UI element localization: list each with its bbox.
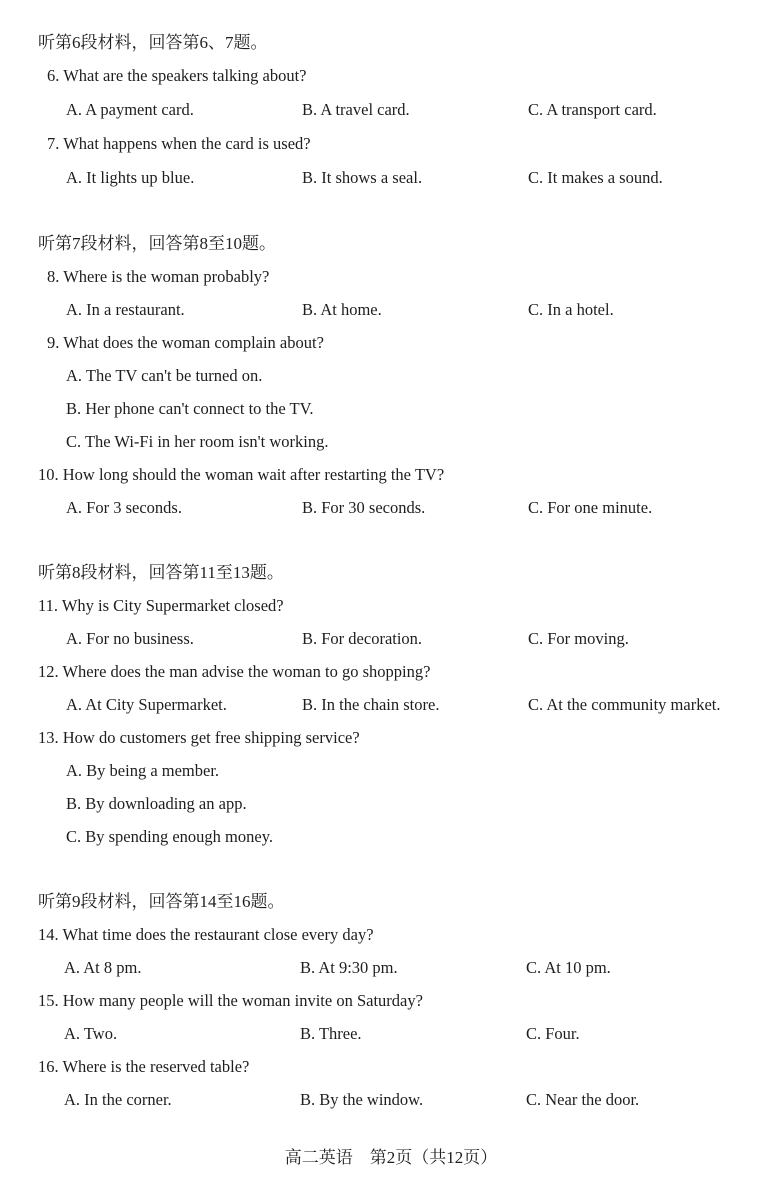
option-a[interactable]: A. The TV can't be turned on. (66, 366, 263, 385)
option-c[interactable]: C. For one minute. (528, 498, 653, 517)
section-heading: 听第9段材料，回答第14至16题。 (38, 892, 285, 911)
option-b[interactable]: B. A travel card. (302, 100, 410, 119)
option-a[interactable]: A. Two. (64, 1024, 118, 1043)
option-a[interactable]: A. For 3 seconds. (66, 498, 182, 517)
option-c[interactable]: C. At the community market. (528, 695, 721, 714)
option-a[interactable]: A. In the corner. (64, 1090, 172, 1109)
question-stem: 13. How do customers get free shipping service? (38, 728, 360, 747)
question-stem: 15. How many people will the woman invite on Saturday? (38, 991, 423, 1010)
section-heading: 听第7段材料，回答第8至10题。 (38, 234, 276, 253)
option-a[interactable]: A. By being a member. (66, 761, 220, 780)
question-stem: 7. What happens when the card is used? (47, 134, 311, 153)
option-b[interactable]: B. It shows a seal. (302, 168, 423, 187)
option-c[interactable]: C. It makes a sound. (528, 168, 663, 187)
question-stem: 16. Where is the reserved table? (38, 1057, 250, 1076)
question-stem: 9. What does the woman complain about? (47, 333, 324, 352)
option-b[interactable]: B. At home. (302, 300, 382, 319)
option-c[interactable]: C. Near the door. (526, 1090, 640, 1109)
question-stem: 11. Why is City Supermarket closed? (38, 596, 284, 615)
question-stem: 10. How long should the woman wait after restarting the TV? (38, 465, 445, 484)
option-b[interactable]: B. Her phone can't connect to the TV. (66, 399, 314, 418)
section-heading: 听第6段材料，回答第6、7题。 (38, 33, 268, 52)
page-footer: 高二英语 第2页（共12页） (284, 1148, 498, 1167)
option-b[interactable]: B. For decoration. (302, 629, 423, 648)
option-b[interactable]: B. By the window. (300, 1090, 424, 1109)
option-a[interactable]: A. A payment card. (66, 100, 194, 119)
option-a[interactable]: A. At 8 pm. (64, 958, 142, 977)
option-a[interactable]: A. In a restaurant. (66, 300, 185, 319)
question-stem: 12. Where does the man advise the woman to go shopping? (38, 662, 431, 681)
option-b[interactable]: B. At 9:30 pm. (300, 958, 398, 977)
option-c[interactable]: C. For moving. (528, 629, 629, 648)
option-b[interactable]: B. Three. (300, 1024, 362, 1043)
option-c[interactable]: C. A transport card. (528, 100, 657, 119)
option-c[interactable]: C. Four. (526, 1024, 580, 1043)
section-heading: 听第8段材料，回答第11至13题。 (38, 563, 284, 582)
option-b[interactable]: B. By downloading an app. (66, 794, 247, 813)
option-c[interactable]: C. The Wi-Fi in her room isn't working. (66, 432, 329, 451)
option-c[interactable]: C. At 10 pm. (526, 958, 611, 977)
option-b[interactable]: B. For 30 seconds. (302, 498, 426, 517)
option-c[interactable]: C. In a hotel. (528, 300, 614, 319)
question-stem: 6. What are the speakers talking about? (47, 66, 307, 85)
option-a[interactable]: A. For no business. (66, 629, 194, 648)
option-a[interactable]: A. It lights up blue. (66, 168, 195, 187)
option-a[interactable]: A. At City Supermarket. (66, 695, 227, 714)
option-b[interactable]: B. In the chain store. (302, 695, 440, 714)
question-stem: 8. Where is the woman probably? (47, 267, 270, 286)
option-c[interactable]: C. By spending enough money. (66, 827, 273, 846)
question-stem: 14. What time does the restaurant close every day? (38, 925, 374, 944)
